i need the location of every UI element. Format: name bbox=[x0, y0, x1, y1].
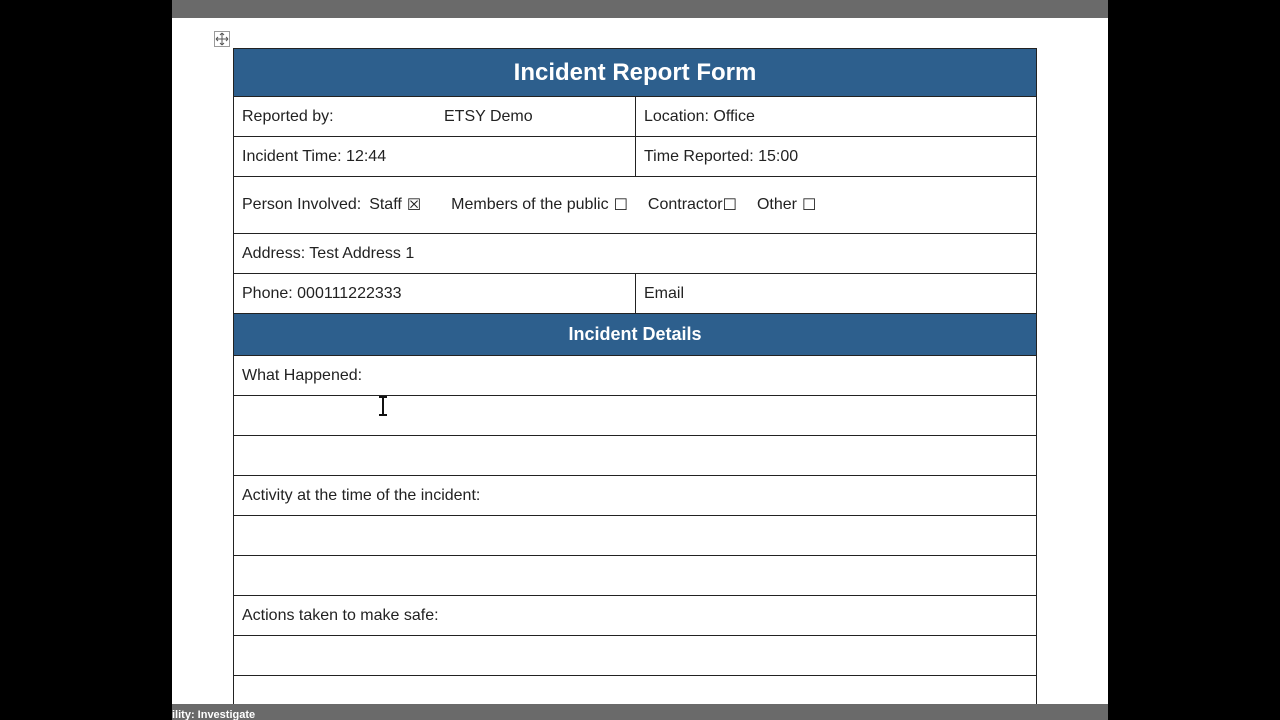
address-cell[interactable]: Address: Test Address 1 bbox=[242, 244, 415, 262]
row-reported-location bbox=[233, 97, 1037, 137]
option-staff-checkbox[interactable]: ☒ bbox=[406, 197, 422, 214]
blank-cell[interactable] bbox=[234, 436, 1036, 475]
option-contractor-label: Contractor bbox=[647, 196, 723, 213]
incident-time-cell[interactable]: Incident Time: 12:44 bbox=[242, 147, 387, 165]
option-contractor-checkbox[interactable]: ☐ bbox=[722, 197, 737, 214]
row-blank-3 bbox=[233, 516, 1037, 556]
what-happened-cell[interactable]: What Happened: bbox=[242, 366, 363, 384]
row-address bbox=[233, 234, 1037, 274]
row-blank-6 bbox=[233, 676, 1037, 704]
text-cursor-icon bbox=[377, 396, 389, 416]
incident-details-header-row bbox=[233, 314, 1037, 356]
blank-cell[interactable] bbox=[234, 396, 1036, 435]
form-title: Incident Report Form bbox=[513, 58, 757, 86]
row-activity bbox=[233, 476, 1037, 516]
blank-cell[interactable] bbox=[234, 636, 1036, 675]
activity-cell[interactable]: Activity at the time of the incident: bbox=[242, 486, 481, 504]
blank-cell[interactable] bbox=[234, 676, 1036, 704]
row-actions bbox=[233, 596, 1037, 636]
row-what-happened bbox=[233, 356, 1037, 396]
window-top-bar bbox=[172, 0, 1108, 18]
status-bar-text: ility: Investigate bbox=[172, 709, 256, 720]
blank-cell[interactable] bbox=[234, 556, 1036, 595]
actions-cell[interactable]: Actions taken to make safe: bbox=[242, 606, 439, 624]
option-staff-label: Staff bbox=[369, 196, 402, 213]
blank-cell[interactable] bbox=[234, 516, 1036, 555]
table-move-handle-icon[interactable] bbox=[214, 31, 230, 47]
row-blank-5 bbox=[233, 636, 1037, 676]
incident-report-table bbox=[233, 48, 1037, 704]
reported-by-cell[interactable] bbox=[234, 97, 635, 136]
email-cell[interactable]: Email bbox=[635, 274, 1036, 313]
row-phone-email bbox=[233, 274, 1037, 314]
time-reported-cell[interactable]: Time Reported: 15:00 bbox=[635, 137, 1036, 176]
form-title-row bbox=[233, 48, 1037, 97]
option-public-checkbox[interactable]: ☐ bbox=[613, 197, 628, 214]
incident-details-title: Incident Details bbox=[568, 324, 702, 344]
reported-by-value: ETSY Demo bbox=[444, 107, 533, 125]
option-other-checkbox[interactable]: ☐ bbox=[801, 197, 817, 214]
row-blank-4 bbox=[233, 556, 1037, 596]
row-times bbox=[233, 137, 1037, 177]
row-blank-2 bbox=[233, 436, 1037, 476]
document-page[interactable] bbox=[172, 18, 1108, 704]
row-person-involved bbox=[233, 177, 1037, 234]
status-bar bbox=[172, 704, 1108, 720]
option-other-label: Other bbox=[756, 196, 797, 213]
location-cell[interactable]: Location: Office bbox=[635, 97, 1036, 136]
row-blank-1 bbox=[233, 396, 1037, 436]
option-public-label: Members of the public bbox=[451, 196, 609, 213]
phone-cell[interactable]: Phone: 000111222333 bbox=[242, 284, 402, 302]
reported-by-label: Reported by: bbox=[242, 107, 334, 125]
person-involved-cell[interactable] bbox=[234, 177, 1036, 233]
person-involved-label: Person Involved: bbox=[242, 196, 362, 213]
